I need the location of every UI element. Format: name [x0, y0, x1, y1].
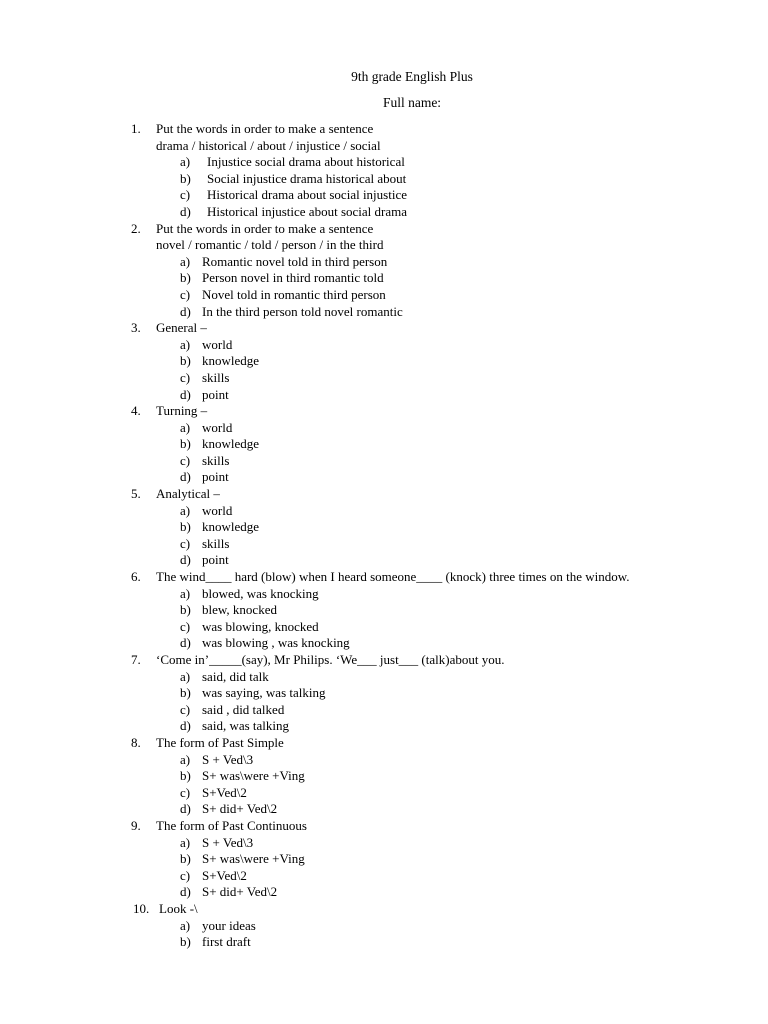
- option-text: world: [202, 336, 233, 352]
- option-text: world: [202, 502, 233, 518]
- question-number: 7.: [131, 652, 141, 667]
- question-line: [0, 403, 768, 420]
- option-text: Social injustice drama historical about: [207, 170, 407, 186]
- question-line: [0, 652, 768, 669]
- answer-option: [0, 934, 768, 951]
- option-letter: d): [180, 386, 191, 402]
- answer-option: [0, 586, 768, 603]
- answer-option: [0, 718, 768, 735]
- answer-option: [0, 420, 768, 437]
- answer-option: [0, 453, 768, 470]
- question-item: [0, 901, 768, 951]
- option-text: Romantic novel told in third person: [202, 253, 388, 269]
- answer-option: [0, 801, 768, 818]
- option-text: first draft: [202, 934, 251, 950]
- answer-option: [0, 835, 768, 852]
- question-number: 3.: [131, 320, 141, 336]
- answer-option: [0, 387, 768, 404]
- option-letter: a): [180, 751, 191, 767]
- option-letter: a): [180, 917, 191, 933]
- option-text: your ideas: [202, 917, 256, 933]
- question-line: [0, 486, 768, 503]
- question-number: 1.: [131, 121, 141, 136]
- question-text: The form of Past Continuous: [156, 817, 307, 833]
- question-text: Put the words in order to make a sentence: [156, 220, 374, 236]
- answer-option: [0, 851, 768, 868]
- option-text: Novel told in romantic third person: [202, 286, 386, 302]
- option-letter: d): [180, 884, 191, 900]
- answer-option: [0, 619, 768, 636]
- question-number: 6.: [131, 569, 141, 585]
- question-word-list: novel / romantic / told / person / in the third: [156, 237, 384, 253]
- option-letter: a): [180, 253, 191, 269]
- answer-option: [0, 685, 768, 702]
- answer-option: [0, 669, 768, 686]
- option-letter: c): [180, 618, 191, 634]
- question-line: [0, 901, 768, 918]
- question-item: [0, 486, 768, 569]
- answer-option: [0, 353, 768, 370]
- answer-option: [0, 287, 768, 304]
- option-letter: c): [180, 784, 191, 800]
- option-letter: d): [180, 552, 191, 568]
- answer-option: [0, 536, 768, 553]
- question-number: 8.: [131, 734, 141, 750]
- answer-option: [0, 436, 768, 453]
- option-text: point: [202, 386, 229, 402]
- option-text: was blowing , was knocking: [202, 635, 350, 651]
- question-text: Analytical –: [156, 486, 220, 502]
- option-letter: b): [180, 436, 191, 452]
- answer-option: [0, 204, 768, 221]
- page-title: 9th grade English Plus: [351, 69, 473, 84]
- answer-option: [0, 635, 768, 652]
- answer-option: [0, 519, 768, 536]
- question-list: [0, 121, 768, 951]
- option-letter: b): [180, 170, 191, 186]
- option-text: skills: [202, 535, 230, 551]
- question-word-list-line: [0, 237, 768, 254]
- option-text: S+ was\were +Ving: [202, 851, 305, 867]
- option-letter: b): [180, 685, 191, 701]
- option-text: skills: [202, 369, 230, 385]
- option-text: point: [202, 552, 229, 568]
- option-text: was blowing, knocked: [202, 618, 319, 634]
- answer-option: [0, 187, 768, 204]
- option-letter: c): [180, 369, 191, 385]
- option-letter: b): [180, 851, 191, 867]
- question-item: [0, 818, 768, 901]
- option-letter: d): [180, 635, 191, 651]
- option-letter: a): [180, 336, 191, 352]
- question-word-list-line: [0, 138, 768, 155]
- option-letter: c): [180, 187, 191, 203]
- question-line: [0, 320, 768, 337]
- answer-option: [0, 602, 768, 619]
- option-text: Injustice social drama about historical: [207, 154, 405, 170]
- option-text: skills: [202, 452, 230, 468]
- question-text: Look -\: [159, 900, 198, 916]
- option-letter: d): [180, 718, 191, 734]
- question-line: [0, 569, 768, 586]
- question-item: [0, 121, 768, 221]
- option-letter: a): [180, 154, 191, 170]
- option-text: In the third person told novel romantic: [202, 303, 403, 319]
- question-line: [0, 818, 768, 835]
- option-text: Person novel in third romantic told: [202, 270, 384, 286]
- answer-option: [0, 370, 768, 387]
- answer-option: [0, 254, 768, 271]
- answer-option: [0, 270, 768, 287]
- option-letter: c): [180, 535, 191, 551]
- option-text: blowed, was knocking: [202, 585, 319, 601]
- answer-option: [0, 868, 768, 885]
- answer-option: [0, 337, 768, 354]
- option-text: S+Ved\2: [202, 867, 247, 883]
- answer-option: [0, 918, 768, 935]
- question-item: [0, 735, 768, 818]
- option-text: said, was talking: [202, 718, 290, 734]
- option-text: knowledge: [202, 353, 260, 369]
- question-item: [0, 221, 768, 321]
- question-text: The wind____ hard (blow) when I heard someone____ (knock) three times on the window.: [156, 569, 630, 585]
- question-number: 5.: [131, 486, 141, 502]
- option-letter: a): [180, 502, 191, 518]
- answer-option: [0, 884, 768, 901]
- option-text: S + Ved\3: [202, 751, 254, 767]
- answer-option: [0, 768, 768, 785]
- question-number: 4.: [131, 403, 141, 419]
- option-text: world: [202, 419, 233, 435]
- answer-option: [0, 154, 768, 171]
- question-number: 10.: [133, 900, 150, 916]
- option-letter: b): [180, 934, 191, 950]
- option-letter: c): [180, 452, 191, 468]
- option-letter: c): [180, 286, 191, 302]
- answer-option: [0, 469, 768, 486]
- question-item: [0, 403, 768, 486]
- option-letter: a): [180, 834, 191, 850]
- option-letter: d): [180, 469, 191, 485]
- answer-option: [0, 304, 768, 321]
- option-letter: b): [180, 519, 191, 535]
- option-letter: b): [180, 602, 191, 618]
- option-text: S+Ved\2: [202, 784, 247, 800]
- option-text: knowledge: [202, 436, 260, 452]
- option-letter: b): [180, 353, 191, 369]
- option-letter: d): [180, 303, 191, 319]
- question-text: Turning –: [156, 403, 208, 419]
- option-text: was saying, was talking: [202, 685, 326, 701]
- option-text: S+ did+ Ved\2: [202, 884, 278, 900]
- question-text: Put the words in order to make a sentence: [156, 121, 374, 136]
- question-item: [0, 320, 768, 403]
- option-letter: b): [180, 270, 191, 286]
- question-line: [0, 221, 768, 238]
- question-number: 9.: [131, 817, 141, 833]
- option-text: S + Ved\3: [202, 834, 254, 850]
- answer-option: [0, 552, 768, 569]
- question-number: 2.: [131, 220, 141, 236]
- question-line: [0, 735, 768, 752]
- option-text: point: [202, 469, 229, 485]
- option-text: said , did talked: [202, 701, 285, 717]
- full-name-label: Full name:: [382, 95, 442, 110]
- question-word-list: drama / historical / about / injustice / social: [156, 137, 381, 153]
- option-letter: b): [180, 768, 191, 784]
- answer-option: [0, 752, 768, 769]
- option-letter: c): [180, 701, 191, 717]
- option-letter: a): [180, 585, 191, 601]
- answer-option: [0, 171, 768, 188]
- option-text: knowledge: [202, 519, 260, 535]
- option-text: Historical injustice about social drama: [207, 203, 407, 219]
- option-letter: d): [180, 203, 191, 219]
- option-letter: a): [180, 668, 191, 684]
- question-item: [0, 652, 768, 735]
- option-text: Historical drama about social injustice: [207, 187, 407, 203]
- answer-option: [0, 785, 768, 802]
- question-item: [0, 569, 768, 652]
- answer-option: [0, 702, 768, 719]
- question-line: [0, 121, 768, 138]
- question-text: General –: [156, 320, 207, 336]
- question-text: The form of Past Simple: [156, 734, 284, 750]
- answer-option: [0, 503, 768, 520]
- option-text: blew, knocked: [202, 602, 277, 618]
- option-text: said, did talk: [202, 668, 269, 684]
- question-text: ‘Come in’_____(say), Mr Philips. ‘We___ just___ (talk)about you.: [156, 652, 505, 667]
- option-letter: c): [180, 867, 191, 883]
- option-letter: d): [180, 801, 191, 817]
- option-letter: a): [180, 419, 191, 435]
- option-text: S+ did+ Ved\2: [202, 801, 278, 817]
- option-text: S+ was\were +Ving: [202, 768, 305, 784]
